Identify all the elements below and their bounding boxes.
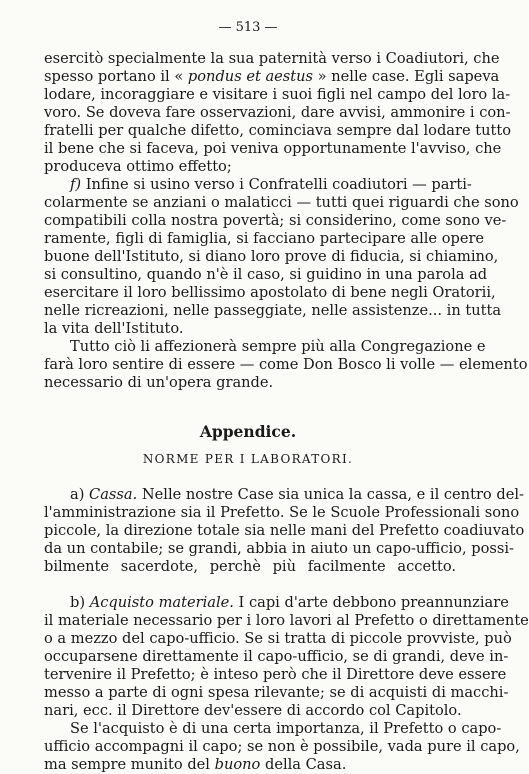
text-line: Se l'acquisto è di una certa importanza, il Prefetto o capo-: [70, 720, 502, 737]
section-heading: Appendice.: [199, 422, 297, 441]
text-line: bilmente sacerdote, perchè più facilmente accetto.: [44, 558, 456, 575]
page-number: — 513 —: [218, 20, 278, 35]
text-line: voro. Se doveva fare osservazioni, dare avvisi, ammonire i con-: [44, 104, 511, 121]
text-line: da un contabile; se grandi, abbia in aiuto un capo-ufficio, possi-: [44, 540, 514, 557]
text-line: messo a parte di ogni spesa rilevante; se di acquisti di macchi-: [44, 684, 509, 701]
text-line: Tutto ciò li affezionerà sempre più alla Congregazione e: [70, 338, 486, 355]
text-line: si consultino, quando n'è il caso, si guidino in una parola ad: [44, 266, 488, 283]
text-line: esercitare il loro bellissimo apostolato di bene negli Oratorii,: [44, 284, 496, 301]
text-line: a) Cassa. Nelle nostre Case sia unica la cassa, e il centro del-: [70, 486, 524, 503]
section-subheading: NORME PER I LABORATORI.: [142, 452, 354, 466]
text-line: colarmente se anziani o malaticci — tutti quei riguardi che sono: [44, 194, 519, 211]
text-line: la vita dell'Istituto.: [44, 320, 184, 337]
text-line: fratelli per qualche difetto, cominciava sempre dal lodare tutto: [44, 122, 512, 139]
text-line: ma sempre munito del buono della Casa.: [44, 756, 347, 773]
text-line: b) Acquisto materiale. I capi d'arte debbono preannunziare: [70, 594, 509, 611]
text-line: buone dell'Istituto, si diano loro prove di fiducia, si chiamino,: [44, 248, 499, 265]
text-line: produceva ottimo effetto;: [44, 158, 232, 175]
text-line: farà loro sentire di essere — come Don Bosco li volle — elemento: [44, 356, 528, 373]
text-line: nelle ricreazioni, nelle passeggiate, nelle assistenze... in tutta: [44, 302, 502, 319]
text-line: occuparsene direttamente il capo-ufficio, se di grandi, deve in-: [44, 648, 509, 665]
text-line: o a mezzo del capo-ufficio. Se si tratta di piccole provviste, può: [44, 630, 512, 647]
text-line: necessario di un'opera grande.: [44, 374, 274, 391]
text-line: esercitò specialmente la sua paternità verso i Coadiutori, che: [44, 50, 500, 67]
text-line: l'amministrazione sia il Prefetto. Se le Scuole Professionali sono: [44, 504, 520, 521]
text-line: compatibili colla nostra povertà; si considerino, come sono ve-: [44, 212, 507, 229]
text-line: ufficio accompagni il capo; se non è possibile, vada pure il capo,: [44, 738, 520, 755]
text-line: ramente, figli di famiglia, si facciano partecipare alle opere: [44, 230, 485, 247]
text-line: piccole, la direzione totale sia nelle mani del Prefetto coadiuvato: [44, 522, 525, 539]
text-line: nari, ecc. il Direttore dev'essere di accordo col Capitolo.: [44, 702, 462, 719]
text-line: il materiale necessario per i loro lavori al Prefetto o direttamente: [44, 612, 529, 629]
text-line: lodare, incoraggiare e visitare i suoi figli nel campo del loro la-: [44, 86, 511, 103]
text-line: il bene che si faceva, poi veniva opportunamente l'avviso, che: [44, 140, 502, 157]
text-line: f) Infine si usino verso i Confratelli coadiutori — parti-: [70, 176, 472, 193]
text-line: tervenire il Prefetto; è inteso però che il Direttore deve essere: [44, 666, 507, 683]
text-line: spesso portano il « pondus et aestus » nelle case. Egli sapeva: [44, 68, 500, 85]
text-line: [44, 576, 456, 594]
